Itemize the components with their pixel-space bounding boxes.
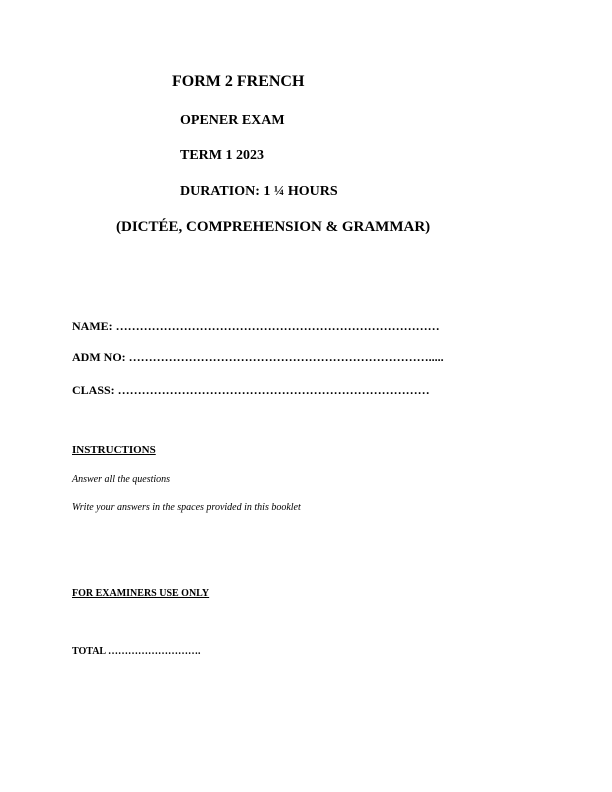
exam-sections: (DICTÉE, COMPREHENSION & GRAMMAR) — [116, 219, 431, 235]
name-field: NAME: ……………………………………………………………………… — [72, 319, 440, 333]
total-field: TOTAL ………………………. — [72, 646, 201, 657]
instructions-heading: INSTRUCTIONS — [72, 444, 156, 456]
instruction-line: Write your answers in the spaces provided in this booklet — [72, 502, 301, 513]
instruction-line: Answer all the questions — [72, 474, 171, 485]
adm-no-field: ADM NO: …………………………………………………………………..... — [72, 350, 444, 364]
exam-duration: DURATION: 1 ¼ HOURS — [180, 184, 338, 199]
examiners-heading: FOR EXAMINERS USE ONLY — [72, 588, 210, 599]
page-title: FORM 2 FRENCH — [172, 73, 305, 90]
exam-term: TERM 1 2023 — [180, 148, 264, 163]
exam-name: OPENER EXAM — [180, 113, 285, 128]
class-field: CLASS: …………………………………………………………………… — [72, 383, 430, 397]
